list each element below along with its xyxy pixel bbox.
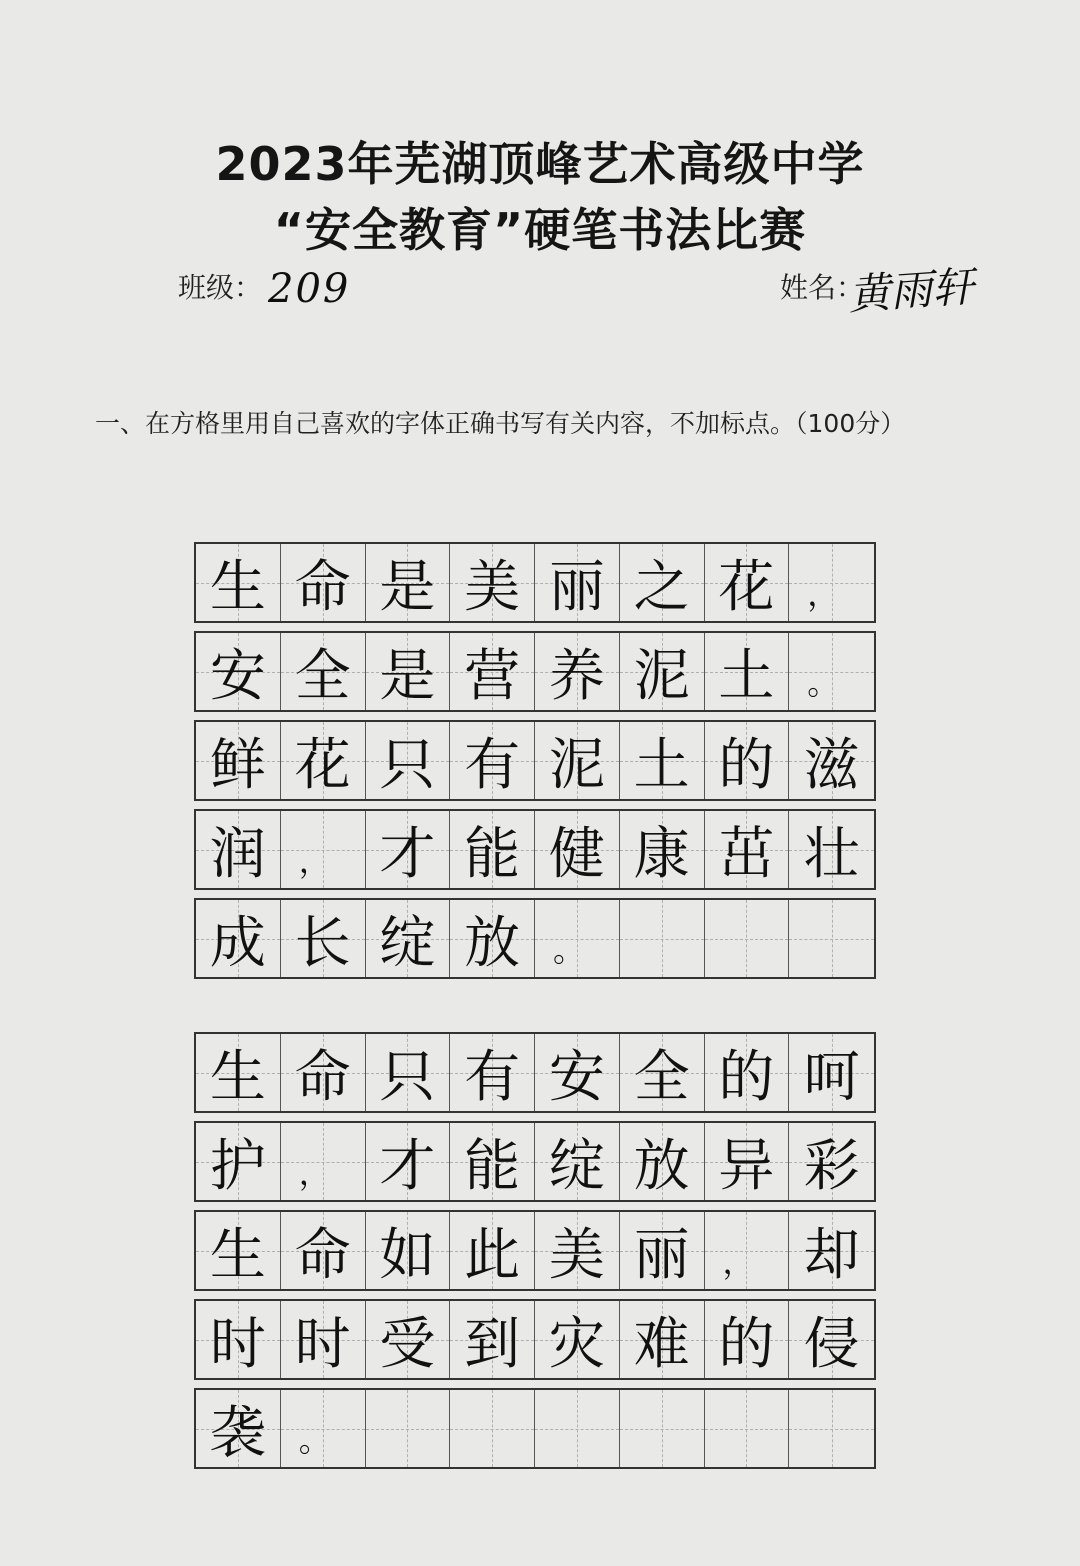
handwritten-character: 美 [548, 1222, 605, 1288]
grid-cell [620, 900, 705, 977]
handwritten-character: 时 [294, 1311, 351, 1377]
grid-cell [535, 722, 620, 799]
punctuation-mark: ， [807, 575, 840, 613]
handwritten-character: 营 [464, 643, 521, 709]
handwritten-character: 护 [209, 1133, 266, 1199]
grid-cell [535, 811, 620, 888]
handwritten-character: 放 [633, 1133, 690, 1199]
grid-cell [535, 1212, 620, 1289]
handwritten-character: 只 [379, 1044, 436, 1110]
grid-cell [450, 811, 535, 888]
grid-cell [196, 900, 281, 977]
handwritten-character: 如 [379, 1222, 436, 1288]
grid-cell [196, 1034, 281, 1111]
grid-cell [366, 544, 451, 621]
grid-cell [789, 900, 874, 977]
grid-cell [196, 811, 281, 888]
handwritten-character: 泥 [548, 732, 605, 798]
grid-cell [281, 1123, 366, 1200]
grid-cell [196, 1123, 281, 1200]
grid-row [194, 631, 876, 712]
grid-cell [196, 1301, 281, 1378]
grid-cell [196, 1390, 281, 1467]
handwritten-character: 才 [379, 821, 436, 887]
handwritten-character: 难 [633, 1311, 690, 1377]
handwritten-character: 生 [209, 1044, 266, 1110]
grid-cell [366, 1123, 451, 1200]
punctuation-mark: 。 [807, 664, 840, 702]
handwritten-character: 绽 [548, 1133, 605, 1199]
handwritten-character: 到 [464, 1311, 521, 1377]
handwritten-character: 养 [548, 643, 605, 709]
handwritten-character: 有 [464, 732, 521, 798]
grid-cell [366, 811, 451, 888]
grid-cell [366, 900, 451, 977]
handwritten-character: 滋 [803, 732, 860, 798]
handwritten-character: 泥 [633, 643, 690, 709]
grid-cell [620, 1034, 705, 1111]
grid-cell [789, 1390, 874, 1467]
grid-cell [620, 1390, 705, 1467]
handwritten-character: 生 [209, 554, 266, 620]
grid-cell [366, 1212, 451, 1289]
grid-cell [705, 1212, 790, 1289]
grid-cell [450, 544, 535, 621]
handwritten-character: 全 [294, 643, 351, 709]
grid-cell [450, 1301, 535, 1378]
grid-cell [705, 1034, 790, 1111]
grid-cell [196, 722, 281, 799]
grid-cell [450, 1034, 535, 1111]
grid-cell [196, 633, 281, 710]
grid-cell [450, 1123, 535, 1200]
grid-row [194, 1210, 876, 1291]
grid-cell [620, 1123, 705, 1200]
handwritten-character: 能 [464, 1133, 521, 1199]
handwritten-character: 全 [633, 1044, 690, 1110]
grid-cell [281, 1301, 366, 1378]
punctuation-mark: ， [298, 1154, 331, 1192]
grid-cell [789, 811, 874, 888]
grid-cell [620, 1301, 705, 1378]
grid-cell [281, 1390, 366, 1467]
handwritten-character: 命 [294, 1222, 351, 1288]
handwritten-character: 命 [294, 554, 351, 620]
grid-cell [705, 900, 790, 977]
grid-cell [789, 633, 874, 710]
handwritten-character: 壮 [803, 821, 860, 887]
handwritten-character: 的 [718, 1311, 775, 1377]
grid-row [194, 1032, 876, 1113]
grid-cell [535, 1390, 620, 1467]
grid-cell [705, 811, 790, 888]
handwritten-character: 灾 [548, 1311, 605, 1377]
grid-cell [450, 633, 535, 710]
grid-cell [705, 1123, 790, 1200]
grid-cell [281, 722, 366, 799]
handwritten-character: 花 [718, 554, 775, 620]
grid-cell [705, 544, 790, 621]
handwritten-character: 丽 [633, 1222, 690, 1288]
class-value: 209 [268, 266, 351, 312]
handwritten-character: 的 [718, 732, 775, 798]
grid-cell [705, 722, 790, 799]
grid-cell [535, 633, 620, 710]
grid-cell [789, 1301, 874, 1378]
student-name: 黄雨轩 [846, 261, 976, 320]
grid-cell [281, 1034, 366, 1111]
handwritten-character: 长 [294, 910, 351, 976]
grid-cell [281, 900, 366, 977]
grid-row [194, 1121, 876, 1202]
grid-cell [789, 1034, 874, 1111]
handwritten-character: 土 [633, 732, 690, 798]
handwritten-character: 绽 [379, 910, 436, 976]
instruction-text: 一、在方格里用自己喜欢的字体正确书写有关内容，不加标点。（100分） [95, 409, 906, 438]
punctuation-mark: 。 [298, 1421, 331, 1459]
handwritten-character: 能 [464, 821, 521, 887]
grid-cell [535, 544, 620, 621]
grid-cell [789, 544, 874, 621]
grid-cell [620, 1212, 705, 1289]
handwritten-character: 花 [294, 732, 351, 798]
handwritten-character: 鲜 [209, 732, 266, 798]
grid-row [194, 720, 876, 801]
grid-cell [450, 1212, 535, 1289]
handwritten-character: 茁 [718, 821, 775, 887]
grid-cell [366, 1301, 451, 1378]
grid-cell [281, 1212, 366, 1289]
grid-cell [366, 1034, 451, 1111]
handwritten-character: 康 [633, 821, 690, 887]
grid-cell [450, 1390, 535, 1467]
grid-cell [705, 1301, 790, 1378]
grid-cell [789, 1123, 874, 1200]
punctuation-mark: ， [722, 1243, 755, 1281]
grid-cell [366, 633, 451, 710]
handwritten-character: 丽 [548, 554, 605, 620]
handwritten-character: 才 [379, 1133, 436, 1199]
handwritten-character: 却 [803, 1222, 860, 1288]
handwritten-character: 美 [464, 554, 521, 620]
sheet-title-line-1: 2023年芜湖顶峰艺术高级中学 [215, 137, 865, 191]
grid-cell [366, 722, 451, 799]
grid-cell [620, 544, 705, 621]
handwritten-character: 有 [464, 1044, 521, 1110]
handwritten-character: 安 [548, 1044, 605, 1110]
punctuation-mark: ， [298, 842, 331, 880]
handwritten-character: 命 [294, 1044, 351, 1110]
handwritten-character: 受 [379, 1311, 436, 1377]
handwritten-character: 之 [633, 554, 690, 620]
handwritten-character: 土 [718, 643, 775, 709]
grid-cell [620, 811, 705, 888]
handwritten-character: 是 [379, 643, 436, 709]
handwritten-character: 只 [379, 732, 436, 798]
handwritten-character: 侵 [803, 1311, 860, 1377]
handwritten-character: 润 [209, 821, 266, 887]
handwritten-character: 呵 [803, 1044, 860, 1110]
grid-row [194, 809, 876, 890]
grid-cell [535, 1301, 620, 1378]
handwritten-character: 安 [209, 643, 266, 709]
handwritten-character: 的 [718, 1044, 775, 1110]
grid-row [194, 1388, 876, 1469]
grid-cell [705, 633, 790, 710]
grid-cell [281, 633, 366, 710]
grid-row [194, 1299, 876, 1380]
grid-cell [705, 1390, 790, 1467]
grid-cell [450, 722, 535, 799]
class-label: 班级： [178, 271, 263, 304]
grid-cell [620, 633, 705, 710]
handwritten-character: 放 [464, 910, 521, 976]
grid-cell [196, 1212, 281, 1289]
grid-cell [281, 544, 366, 621]
grid-cell [789, 722, 874, 799]
handwritten-character: 是 [379, 554, 436, 620]
grid-cell [535, 900, 620, 977]
grid-cell [535, 1123, 620, 1200]
writing-grid-2 [194, 1032, 876, 1477]
grid-cell [620, 722, 705, 799]
handwritten-character: 异 [718, 1133, 775, 1199]
handwritten-character: 生 [209, 1222, 266, 1288]
grid-cell [366, 1390, 451, 1467]
punctuation-mark: 。 [553, 931, 586, 969]
handwritten-character: 时 [209, 1311, 266, 1377]
sheet-title-line-2: “安全教育”硬笔书法比赛 [273, 203, 807, 257]
name-label: 姓名： [780, 271, 865, 304]
grid-cell [196, 544, 281, 621]
handwritten-character: 健 [548, 821, 605, 887]
grid-cell [535, 1034, 620, 1111]
grid-cell [789, 1212, 874, 1289]
grid-row [194, 542, 876, 623]
handwritten-character: 成 [209, 910, 266, 976]
handwritten-character: 彩 [803, 1133, 860, 1199]
grid-row [194, 898, 876, 979]
handwritten-character: 此 [464, 1222, 521, 1288]
grid-cell [450, 900, 535, 977]
grid-cell [281, 811, 366, 888]
writing-grid-1 [194, 542, 876, 987]
handwritten-character: 袭 [209, 1400, 266, 1466]
